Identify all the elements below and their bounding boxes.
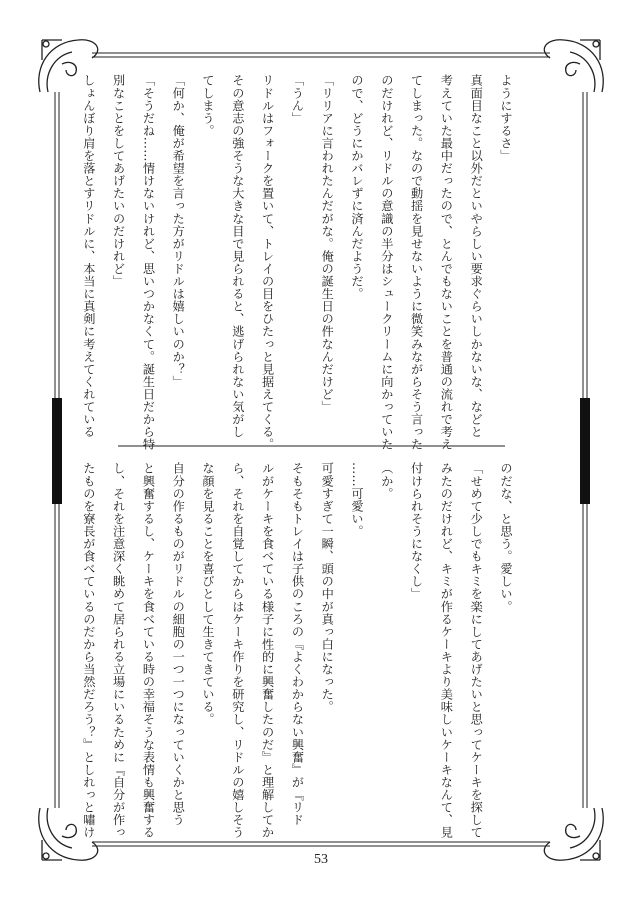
corner-ornament-top-right xyxy=(544,40,603,92)
text-line: （か。 xyxy=(379,462,394,500)
text-line: リドルはフォークを置いて、トレイの目をひたっと見据えてくる。 xyxy=(260,74,275,451)
text-line: ……可愛い。 xyxy=(350,462,365,538)
text-line: そもそもトレイは子供のころの『よくわからない興奮』が『リド xyxy=(290,462,305,826)
text-line: な顔を見ることを喜びとして生きてきている。 xyxy=(201,462,216,726)
bottom-text-block xyxy=(73,462,520,842)
text-line: たものを寮長が食べているのだから当然だろう？』としれっと嘯け xyxy=(81,462,96,839)
text-line: しょんぼり肩を落とすリドルに、本当に真剣に考えてくれている xyxy=(81,74,96,438)
text-line: 真面目なこと以外だといやらしい要求ぐらいしかないな、などと xyxy=(469,74,484,438)
page-number: 53 xyxy=(314,852,328,867)
text-line: 「せめて少しでもキミを楽にしてあげたいと思ってケーキを探して xyxy=(469,462,484,839)
text-line: のだな、と思う。愛しい。 xyxy=(499,462,513,613)
text-line: ので、どうにかバレずに済んだようだ。 xyxy=(350,74,365,300)
text-line: ようにするさ」 xyxy=(499,74,513,162)
text-line: 「リリアに言われたんだがな。俺の誕生日の件なんだけど」 xyxy=(320,74,335,413)
text-line: てしまった。なので動揺を見せないように微笑みながらそう言った xyxy=(409,74,424,451)
text-line: ら、それを自覚してからはケーキ作りを研究し、リドルの嬉しそう xyxy=(230,462,245,839)
text-line: 自分の作るものがリドルの細胞の一つ一つになっていくかと思う xyxy=(171,462,186,826)
top-text-block xyxy=(73,74,520,451)
text-line: し、それを注意深く眺めて居られる立場にいるために『自分が作っ xyxy=(111,462,126,839)
text-line: その意志の強そうな大きな目で見られると、逃げられない気がし xyxy=(230,74,245,438)
text-line: 別なことをしてあげたいのだけれど」 xyxy=(111,74,126,288)
text-line: 「何か、俺が希望を言った方がリドルは嬉しいのか？」 xyxy=(171,74,186,388)
text-line: 可愛すぎて一瞬、頭の中が真っ白になった。 xyxy=(320,462,335,713)
text-line: と興奮するし、ケーキを食べている時の幸福そうな表情も興奮する xyxy=(141,462,156,839)
text-line: てしまう。 xyxy=(201,74,216,137)
text-line: 考えていた最中だったので、とんでもないことを普通の流れで考え xyxy=(439,74,454,451)
text-line: ルがケーキを食べている様子に性的に興奮したのだ』と理解してか xyxy=(260,462,275,839)
text-line: みたのだけれど、キミが作るケーキより美味しいケーキなんて、見 xyxy=(439,462,454,839)
text-line: 付けられそうになくし」 xyxy=(409,462,424,601)
text-line: 「そうだね……情けないけれど、思いつかなくて。誕生日だから特 xyxy=(141,74,156,451)
text-line: 「うん」 xyxy=(290,74,305,125)
text-line: のだけれど、リドルの意識の半分はシュークリームに向かっていた xyxy=(379,74,394,451)
